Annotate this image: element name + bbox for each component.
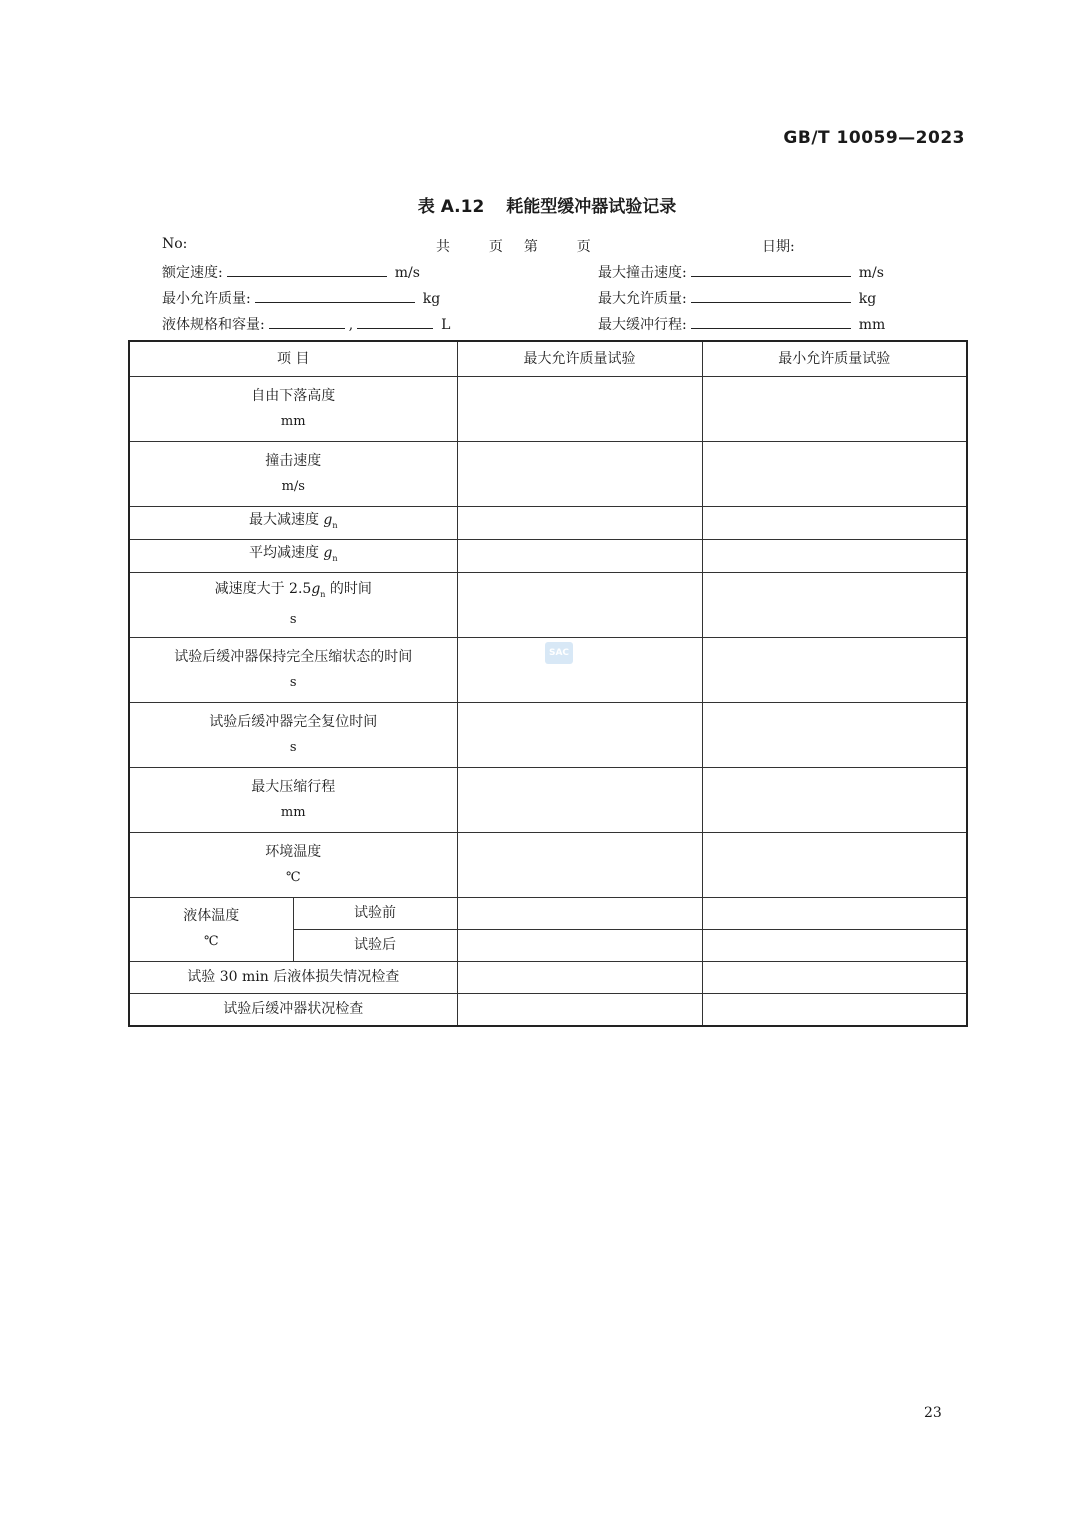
row-unit: ℃ bbox=[285, 869, 301, 885]
rated-speed-label: 额定速度: bbox=[162, 265, 223, 281]
table-number: 表 A.12 bbox=[417, 197, 485, 217]
cell-min-mass[interactable] bbox=[702, 767, 967, 832]
table-row-fluid-temp-before bbox=[129, 897, 967, 929]
max-stroke-label: 最大缓冲行程: bbox=[598, 317, 687, 333]
table-name: 耗能型缓冲器试验记录 bbox=[506, 197, 677, 217]
row-label bbox=[129, 539, 457, 572]
col-header-min-mass: 最小允许质量试验 bbox=[702, 341, 967, 377]
gn-subscript: n bbox=[320, 589, 326, 599]
row-label-text: 撞击速度 bbox=[265, 453, 322, 469]
row-unit: mm bbox=[280, 804, 306, 820]
gn-symbol bbox=[323, 512, 337, 528]
cell-max-mass[interactable] bbox=[457, 507, 702, 540]
rated-speed-unit: m/s bbox=[394, 265, 420, 281]
fluid-field bbox=[162, 314, 450, 334]
row-label-text: 减速度大于 2.5 bbox=[214, 580, 312, 597]
row-label: 试验 30 min 后液体损失情况检查 bbox=[129, 961, 457, 993]
cell-max-mass[interactable] bbox=[457, 767, 702, 832]
table-row bbox=[129, 961, 967, 993]
row-label-text: 试验后缓冲器保持完全压缩状态的时间 bbox=[174, 648, 413, 665]
cell-min-mass[interactable] bbox=[702, 377, 967, 442]
cell-max-mass[interactable] bbox=[457, 702, 702, 767]
cell-max-mass[interactable] bbox=[457, 637, 702, 702]
cell-max-mass[interactable] bbox=[457, 442, 702, 507]
cell-min-mass[interactable] bbox=[702, 832, 967, 897]
table-header-row bbox=[129, 341, 967, 377]
table-row bbox=[129, 993, 967, 1026]
cell-max-mass[interactable] bbox=[457, 993, 702, 1026]
gn-letter: g bbox=[311, 580, 321, 597]
cell-max-mass[interactable] bbox=[457, 832, 702, 897]
test-record-table bbox=[128, 340, 968, 1027]
fluid-unit: L bbox=[441, 317, 451, 333]
fluid-label: 液体规格和容量: bbox=[162, 317, 265, 333]
no-label: No: bbox=[162, 236, 188, 252]
date-label: 日期: bbox=[762, 239, 795, 255]
fluid-volume-blank[interactable] bbox=[357, 314, 433, 329]
row-label-text: 平均减速度 bbox=[248, 544, 319, 561]
row-label bbox=[129, 572, 457, 637]
row-label-suffix: 的时间 bbox=[325, 580, 372, 597]
gn-letter: g bbox=[323, 512, 333, 528]
rated-speed-blank[interactable] bbox=[227, 262, 387, 277]
total-label: 共 bbox=[436, 239, 450, 255]
table-row bbox=[129, 377, 967, 442]
row-label-text: 试验后缓冲器完全复位时间 bbox=[209, 713, 378, 730]
min-mass-field bbox=[162, 288, 440, 308]
table-row bbox=[129, 539, 967, 572]
cell-max-mass[interactable] bbox=[457, 897, 702, 929]
gn-letter: g bbox=[323, 544, 333, 561]
no-field bbox=[162, 236, 187, 252]
table-row bbox=[129, 442, 967, 507]
max-stroke-blank[interactable] bbox=[691, 314, 851, 329]
max-mass-unit: kg bbox=[858, 291, 877, 307]
fluid-separator: , bbox=[348, 317, 354, 333]
date-field bbox=[762, 236, 795, 256]
cell-min-mass[interactable] bbox=[702, 507, 967, 540]
cell-min-mass[interactable] bbox=[702, 539, 967, 572]
max-mass-blank[interactable] bbox=[691, 288, 851, 303]
gn-subscript: n bbox=[332, 520, 338, 530]
row-label bbox=[129, 442, 457, 507]
fluid-spec-blank[interactable] bbox=[269, 314, 345, 329]
standard-code: GB/T 10059—2023 bbox=[783, 128, 965, 148]
max-impact-unit: m/s bbox=[858, 265, 884, 281]
row-label bbox=[129, 832, 457, 897]
row-label-text: 最大压缩行程 bbox=[251, 778, 336, 795]
row-unit: m/s bbox=[281, 479, 305, 494]
max-stroke-unit: mm bbox=[858, 317, 886, 333]
cell-max-mass[interactable] bbox=[457, 572, 702, 637]
min-mass-label: 最小允许质量: bbox=[162, 291, 251, 307]
gn-subscript: n bbox=[332, 553, 338, 563]
nth-label: 第 bbox=[523, 239, 538, 255]
row-unit: mm bbox=[280, 414, 306, 429]
col-header-max-mass: 最大允许质量试验 bbox=[457, 341, 702, 377]
page-label-2: 页 bbox=[576, 239, 591, 255]
fluid-temp-before-label: 试验前 bbox=[293, 897, 457, 929]
row-label-text: 最大减速度 bbox=[248, 512, 319, 528]
row-label-text: 环境温度 bbox=[265, 843, 322, 860]
fluid-temp-unit: ℃ bbox=[203, 934, 219, 950]
max-impact-label: 最大撞击速度: bbox=[598, 265, 687, 281]
sac-watermark-logo: SAC bbox=[545, 642, 573, 664]
table-row bbox=[129, 767, 967, 832]
max-mass-label: 最大允许质量: bbox=[598, 291, 687, 307]
max-impact-field bbox=[598, 262, 884, 282]
cell-min-mass[interactable] bbox=[702, 897, 967, 929]
row-label bbox=[129, 637, 457, 702]
cell-max-mass[interactable] bbox=[457, 929, 702, 961]
cell-max-mass[interactable] bbox=[457, 961, 702, 993]
row-label bbox=[129, 767, 457, 832]
row-label bbox=[129, 702, 457, 767]
table-row bbox=[129, 832, 967, 897]
cell-min-mass[interactable] bbox=[702, 637, 967, 702]
max-mass-field bbox=[598, 288, 876, 308]
table-row bbox=[129, 507, 967, 540]
fluid-temp-label-text: 液体温度 bbox=[183, 908, 240, 925]
cell-min-mass[interactable] bbox=[702, 929, 967, 961]
row-unit: s bbox=[289, 739, 297, 755]
min-mass-blank[interactable] bbox=[255, 288, 415, 303]
row-label-text: 自由下落高度 bbox=[251, 388, 336, 404]
cell-min-mass[interactable] bbox=[702, 442, 967, 507]
rated-speed-field bbox=[162, 262, 420, 282]
cell-min-mass[interactable] bbox=[702, 702, 967, 767]
gn-symbol bbox=[323, 545, 337, 561]
table-row bbox=[129, 572, 967, 637]
max-impact-blank[interactable] bbox=[691, 262, 851, 277]
cell-min-mass[interactable] bbox=[702, 993, 967, 1026]
gn-symbol bbox=[311, 581, 325, 597]
fluid-temp-after-label: 试验后 bbox=[293, 929, 457, 961]
page-label: 页 bbox=[488, 239, 503, 255]
row-label: 试验后缓冲器状况检查 bbox=[129, 993, 457, 1026]
max-stroke-field bbox=[598, 314, 885, 334]
cell-min-mass[interactable] bbox=[702, 961, 967, 993]
cell-max-mass[interactable] bbox=[457, 539, 702, 572]
table-row bbox=[129, 702, 967, 767]
page-count-field bbox=[436, 236, 591, 256]
row-label bbox=[129, 377, 457, 442]
page-number: 23 bbox=[924, 1405, 942, 1421]
row-unit: s bbox=[289, 674, 297, 690]
cell-max-mass[interactable] bbox=[457, 377, 702, 442]
cell-min-mass[interactable] bbox=[702, 572, 967, 637]
min-mass-unit: kg bbox=[422, 291, 441, 307]
row-unit: s bbox=[289, 612, 297, 628]
row-label bbox=[129, 507, 457, 540]
table-title bbox=[0, 192, 1080, 217]
col-header-item: 项 目 bbox=[129, 341, 457, 377]
fluid-temp-label bbox=[129, 897, 293, 961]
